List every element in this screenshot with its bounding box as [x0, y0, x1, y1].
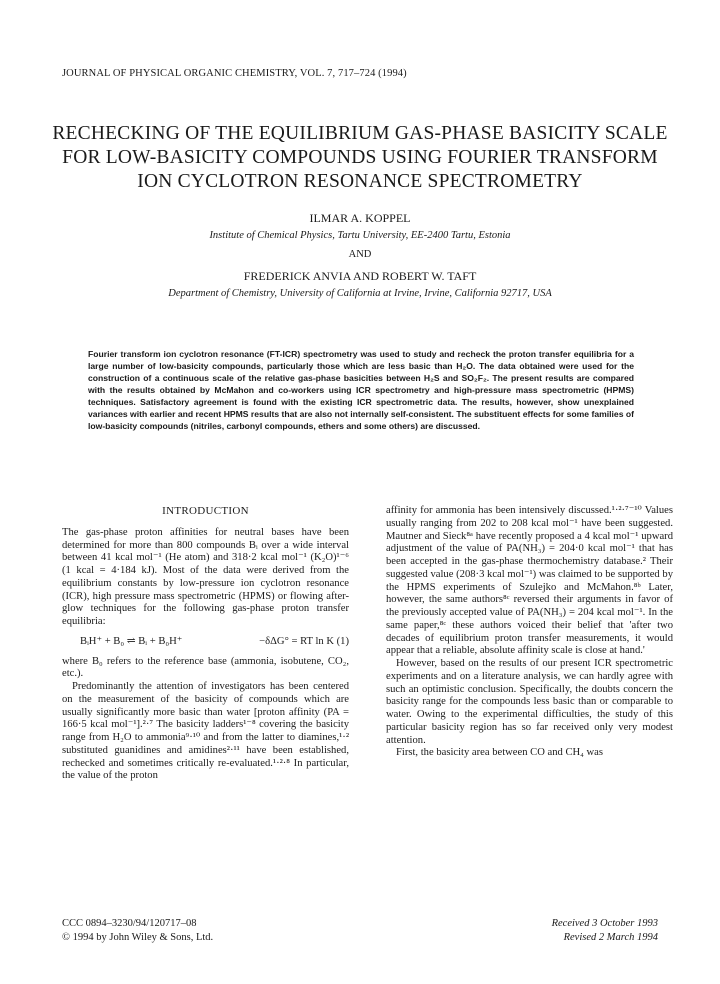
- paragraph: However, based on the results of our present ICR spectrometric experiments and on a literature analysis, we can hardly agree with such an optimistic conclusion. Specifically, the doubts concern the basicity range for the compounds less basic than or comparable to water. Owing to the experimental difficulties, the study of this particular basicity region has so far received only very modest attention.: [386, 658, 673, 746]
- paper-title: [40, 122, 680, 194]
- ccc-code: CCC 0894–3230/94/120717–08: [62, 918, 197, 929]
- paragraph: The gas-phase proton affinities for neutral bases have been determined for more than 800 compounds Bᵢ over a wide interval between 41 kcal mol⁻¹ (He atom) and 318·2 kcal mol⁻¹ (K₂O)¹⁻⁶ (1 kcal = 4·184 kJ). Most of the data were derived from the equilibrium constants by low-pressure ion cyclotron resonance (ICR), high pressure mass spectrometric (HPMS) or flowing after-glow techniques for the following gas-phase proton transfer equilibria:: [62, 526, 349, 627]
- copyright: © 1994 by John Wiley & Sons, Ltd.: [62, 932, 214, 943]
- author-name: ILMAR A. KOPPEL: [309, 211, 411, 225]
- copyright-block: [62, 917, 213, 945]
- and-separator: AND: [348, 249, 372, 260]
- title-line: RECHECKING OF THE EQUILIBRIUM GAS-PHASE BASICITY SCALE: [52, 123, 668, 144]
- author-names: FREDERICK ANVIA AND ROBERT W. TAFT: [243, 269, 477, 283]
- left-column: [62, 505, 349, 783]
- abstract: Fourier transform ion cyclotron resonance (FT-ICR) spectrometry was used to study and recheck the proton transfer equilibria for a large number of low-basicity compounds, particularly those which are less basic than H₂O. The data obtained were used for the construction of a continuous scale of the relative gas-phase basicities between H₂S and SO₂F₂. The present results are compared with the results obtained by McMahon and co-workers using ICR spectrometry and high-pressure mass spectrometric (HPMS) techniques. Satisfactory agreement is found with the existing ICR spectrometric data. The results, however, show unexplained variances with earlier and recent HPMS results that are also not internally self-consistent. The substituent effects for some families of low-basicity compounds (nitriles, carbonyl compounds, ethers and some others) are discussed.: [88, 349, 634, 432]
- paragraph: where B₀ refers to the reference base (ammonia, isobutene, CO₂, etc.).: [62, 655, 349, 680]
- right-column: [386, 505, 673, 760]
- received-date: Received 3 October 1993: [551, 918, 658, 929]
- paragraph: First, the basicity area between CO and CH₄ was: [396, 747, 603, 759]
- equation-rhs: −δΔG° = RT ln K (1): [259, 635, 349, 647]
- affiliation: Institute of Chemical Physics, Tartu University, EE-2400 Tartu, Estonia: [209, 230, 511, 241]
- title-line: ION CYCLOTRON RESONANCE SPECTROMETRY: [137, 171, 583, 192]
- title-line: FOR LOW-BASICITY COMPOUNDS USING FOURIER TRANSFORM: [62, 147, 658, 168]
- paragraph: affinity for ammonia has been intensively discussed.¹·²·⁷⁻¹⁰ Values usually ranging from 202 to 208 kcal mol⁻¹ have been suggested. Mautner and Sieck⁸ᵃ have recently proposed a 4 kcal mol⁻¹ upward adjustment of the value of PA(NH₃) = 204·0 kcal mol⁻¹ that has been accepted in the gas-phase thermochemistry database.² Their suggested value (208·3 kcal mol⁻¹) was claimed to be supported by the HPMS experiments of Szulejko and McMahon.⁸ᵇ Later, however, the same authors⁸ᶜ reversed their arguments in favor of the previously accepted value of PA(NH₃) = 204 kcal mol⁻¹. In the same paper,⁸ᶜ these authors voiced their belief that 'after two decades of equilibrium proton transfer measurements, it would appear that a reliable, absolute affinity scale is close at hand.': [386, 505, 673, 657]
- paragraph: Predominantly the attention of investigators has been centered on the measurement of the basicity of compounds which are usually significantly more basic than water [proton affinity (PA = 166·5 kcal mol⁻¹].²·⁷ The basicity ladders¹⁻⁸ covering the basicity range from H₂O to ammonia⁹·¹⁰ and from the latter to diamines,¹·² substituted guanidines and amidines²·¹¹ have been established, rechecked and sometimes critically re-evaluated.¹·²·⁸ In particular, the value of the proton: [62, 681, 349, 782]
- revised-date: Revised 2 March 1994: [563, 932, 658, 943]
- equation-lhs: BᵢH⁺ + B₀ ⇌ Bᵢ + B₀H⁺: [80, 635, 183, 647]
- affiliation: Department of Chemistry, University of California at Irvine, Irvine, California 92717, USA: [168, 288, 552, 299]
- section-heading: INTRODUCTION: [162, 505, 249, 517]
- journal-header: JOURNAL OF PHYSICAL ORGANIC CHEMISTRY, VOL. 7, 717–724 (1994): [62, 68, 407, 79]
- equation: [80, 636, 349, 649]
- dates-block: [440, 917, 658, 945]
